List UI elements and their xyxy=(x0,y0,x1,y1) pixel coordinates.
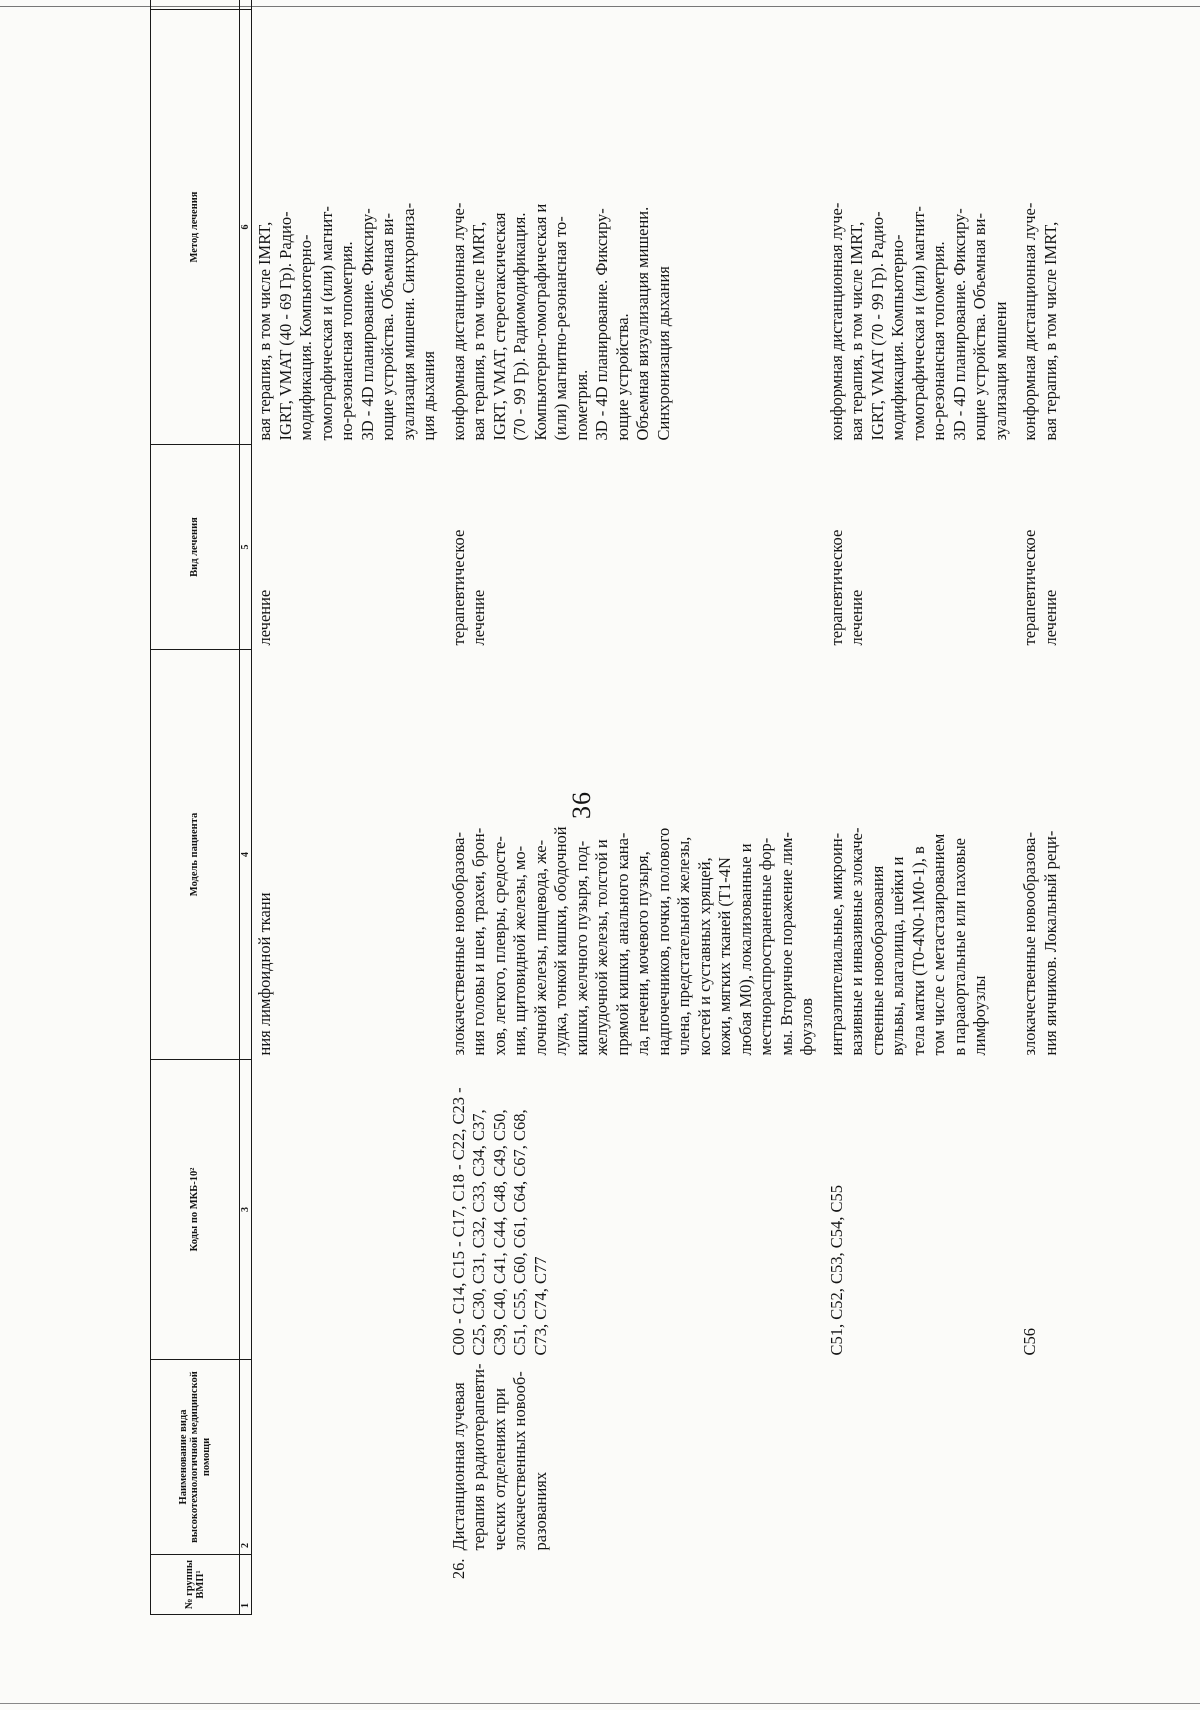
patient-model-cell: интраэпителиальные, микроин- вазивные и инвазивные злокаче- ственные новообразования вульвы, влагалища, шейки и тела матки (T0-4N0-1M0-1), в том числе с метастазированием в парааортальные или паховые лимфоузлы xyxy=(826,827,989,1056)
column-number: 5 xyxy=(240,445,252,650)
vmp-name-cell xyxy=(1017,1360,1067,1555)
patient-model-cell: злокачественные новообразова- ния яичников. Локальный реци- xyxy=(1020,830,1060,1056)
rotated-table-wrapper xyxy=(150,0,1060,1615)
icd-codes-cell xyxy=(252,1060,446,1360)
column-number-row xyxy=(240,0,252,1615)
treatment-type-cell: терапевтическое лечение xyxy=(1020,529,1060,646)
column-number: 2 xyxy=(240,1360,252,1555)
treatment-type-cell: терапевтическое лечение xyxy=(826,529,866,646)
treatment-type-cell: терапевтическое лечение xyxy=(448,529,488,646)
header-treatment-method: Метод лечения xyxy=(151,10,240,445)
group-number-cell: 26. xyxy=(448,1558,468,1580)
treatment-method-cell: конформная дистанционная луче- вая терапия, в том числе IMRT, xyxy=(1020,202,1060,441)
table-row xyxy=(446,0,824,1615)
cost-cell xyxy=(446,0,824,10)
column-number xyxy=(240,0,252,10)
patient-model-cell: ния лимфоидной ткани xyxy=(255,892,274,1056)
icd-codes-cell: C56 xyxy=(1020,1327,1039,1356)
column-number: 1 xyxy=(240,1555,252,1615)
treatment-method-cell: конформная дистанционная луче- вая терапия, в том числе IMRT, IGRT, VMAT (70 - 99 Гр). Радио- модификация. Компьютерно- томографическая и (или) магнит- но-резонансная топометрия. 3D - 4D планирование. Фиксиру- ющие устройства. Объемная ви- зуализация мишени xyxy=(826,202,1010,441)
column-number: 6 xyxy=(240,10,252,445)
table-row xyxy=(252,0,446,1615)
header-vmp-name: Наименование вида высокотехнологичной медицинской помощи xyxy=(151,1360,240,1555)
icd-codes-cell: C51, C52, C53, C54, C55 xyxy=(826,1184,846,1356)
page-number: 36 xyxy=(567,791,596,819)
header-cost-norm xyxy=(151,0,240,10)
header-icd-codes: Коды по МКБ-10² xyxy=(151,1060,240,1360)
cost-cell xyxy=(824,0,1018,10)
table-row xyxy=(1017,0,1067,1615)
vmp-name-cell xyxy=(824,1360,1018,1555)
treatment-method-cell: конформная дистанционная луче- вая терапия, в том числе IMRT, IGRT, VMAT, стереотаксическая (70 - 99 Гр). Радиомодификация. Компьютерно-томографическая и (или) магнитно-резонансная то- пометрия. 3D - 4D планирование. Фиксиру- ющие устройства. Объемная визуализация мишени. Синхронизация дыхания xyxy=(448,202,673,441)
cost-cell xyxy=(252,0,446,10)
treatment-type-cell: лечение xyxy=(255,589,274,646)
table-row xyxy=(824,0,1018,1615)
treatment-method-cell: вая терапия, в том числе IMRT, IGRT, VMAT (40 - 69 Гр). Радио- модификация. Компьютерно- томографическая и (или) магнит- но-резонансная топометрия. 3D - 4D планирование. Фиксиру- ющие устройства. Объемная ви- зуализация мишени. Синхрониза- ция дыхания xyxy=(255,202,438,441)
vmp-name-cell xyxy=(252,1360,446,1555)
table-header-row xyxy=(151,0,240,1615)
vmp-table xyxy=(150,0,1067,1615)
header-patient-model: Модель пациента xyxy=(151,650,240,1060)
header-group-number: № группы ВМП¹ xyxy=(151,1555,240,1615)
group-number-cell xyxy=(252,1555,446,1615)
group-number-cell xyxy=(1017,1555,1067,1615)
vmp-name-cell: Дистанционная лучевая терапия в радиотерапевти- ческих отделениях при злокачественных новооб- разованиях xyxy=(448,1363,550,1551)
column-number: 3 xyxy=(240,1060,252,1360)
scan-artifact-bottom-line xyxy=(0,1703,1200,1704)
group-number-cell xyxy=(824,1555,1018,1615)
column-number: 4 xyxy=(240,650,252,1060)
patient-model-cell: злокачественные новообразова- ния головы и шеи, трахеи, брон- хов, легкого, плевры, средосте- ния, щитовидной железы, мо- лочной железы, пищевода, же- лудка, тонкой кишки, ободочной кишки, желчного пузыря, под- желудочной железы, толстой и прямой кишки, анального кана- ла, печени, мочевого пузыря, надпочечников, почки, полового члена, предстательной железы, костей и суставных хрящей, кожи, мягких тканей (T1-4N любая M0), локализованные и местнораспространенные фор- мы. Вторичное поражение лим- фоузлов xyxy=(448,826,816,1056)
header-treatment-type: Вид лечения xyxy=(151,445,240,650)
icd-codes-cell: C00 - C14, C15 - C17, C18 - C22, C23 - C25, C30, C31, C32, C33, C34, C37, C39, C40, C41, C44, C48, C49, C50, C51, C55, C60, C61, C64, C67, C68, C73, C74, C77 xyxy=(448,1087,550,1356)
cost-cell xyxy=(1017,0,1067,10)
